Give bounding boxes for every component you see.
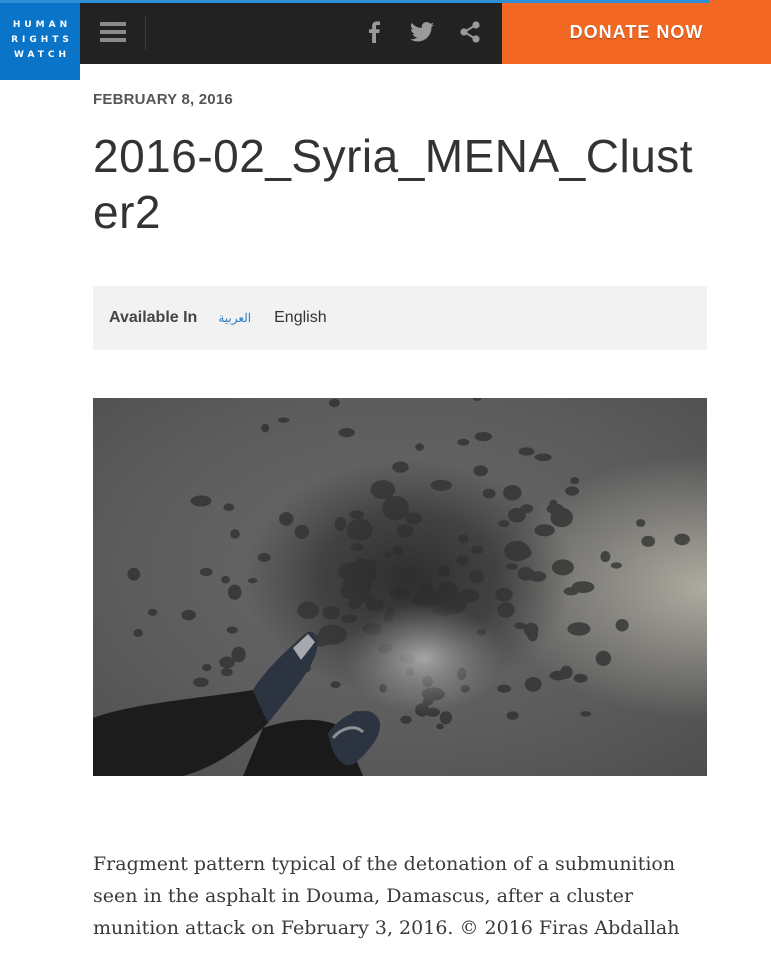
stain-mark xyxy=(221,576,230,584)
logo-text-rights: RIGHTS xyxy=(11,34,73,45)
stain-mark xyxy=(128,568,141,581)
available-in-bar xyxy=(93,286,707,350)
stain-mark xyxy=(519,447,535,455)
stain-mark xyxy=(338,428,355,437)
reading-progress-bar xyxy=(0,0,709,3)
available-in-label: Available In xyxy=(109,309,198,326)
stain-mark xyxy=(547,504,564,515)
menu-button[interactable] xyxy=(96,16,130,48)
share-button[interactable] xyxy=(452,14,488,50)
stain-mark xyxy=(415,443,424,451)
stain-mark xyxy=(219,657,235,669)
stain-mark xyxy=(278,417,289,422)
facebook-share-button[interactable] xyxy=(356,14,392,50)
stain-mark xyxy=(221,668,233,676)
stain-mark xyxy=(616,619,629,631)
stain-mark xyxy=(134,629,143,637)
stain-mark xyxy=(202,664,211,671)
stain-mark xyxy=(261,424,269,433)
stain-mark xyxy=(223,503,234,511)
stain-mark xyxy=(181,610,196,620)
stain-mark xyxy=(228,585,242,600)
twitter-share-button[interactable] xyxy=(404,14,440,50)
stain-mark xyxy=(570,477,579,484)
logo-text-human: HUMAN xyxy=(12,19,72,30)
stain-mark xyxy=(191,495,212,506)
stain-mark xyxy=(550,671,568,681)
page-title: 2016-02_Syria_MENA_Cluster2 xyxy=(93,130,694,238)
article-photo xyxy=(93,398,707,776)
stain-mark xyxy=(636,519,645,527)
donate-label: DONATE NOW xyxy=(569,21,704,42)
donate-now-button[interactable] xyxy=(502,0,771,64)
stain-mark xyxy=(329,399,340,407)
language-link-english[interactable]: English xyxy=(274,309,327,326)
header-divider xyxy=(145,16,146,50)
stain-mark xyxy=(600,551,610,562)
stain-mark xyxy=(475,432,492,441)
stain-mark xyxy=(525,677,542,692)
twitter-icon xyxy=(410,22,434,42)
site-header xyxy=(0,0,771,64)
stain-mark xyxy=(596,651,612,666)
stain-mark xyxy=(200,568,213,576)
stain-mark xyxy=(641,536,655,547)
facebook-icon xyxy=(368,21,380,43)
stain-mark xyxy=(674,534,690,546)
stain-mark xyxy=(193,678,209,688)
share-icon xyxy=(459,21,481,43)
stain-mark xyxy=(400,716,412,724)
stain-mark xyxy=(535,454,552,462)
stain-mark xyxy=(497,685,511,693)
stain-mark xyxy=(148,609,158,616)
stain-mark xyxy=(507,711,519,720)
stain-mark xyxy=(457,439,469,446)
stain-mark xyxy=(574,674,588,683)
logo-text-watch: WATCH xyxy=(13,49,71,60)
stain-mark xyxy=(567,622,590,635)
asphalt-fragment-photo xyxy=(93,398,707,776)
stain-mark xyxy=(440,711,452,724)
language-link-arabic[interactable]: العربية xyxy=(218,311,252,325)
stain-mark xyxy=(436,724,444,730)
stain-mark xyxy=(230,529,240,538)
stain-mark xyxy=(611,562,622,568)
photo-caption: Fragment pattern typical of the detonation of a submunition seen in the asphalt in Douma, Damascus, after a cluster munition attack on February 3, 2016. © 2016 Firas Abdallah xyxy=(93,853,680,939)
stain-mark xyxy=(580,711,591,716)
stain-mark xyxy=(565,486,579,495)
hamburger-menu-icon xyxy=(100,21,126,43)
hrw-logo[interactable] xyxy=(0,0,80,80)
article-date: FEBRUARY 8, 2016 xyxy=(93,91,233,108)
stain-mark xyxy=(227,626,238,633)
